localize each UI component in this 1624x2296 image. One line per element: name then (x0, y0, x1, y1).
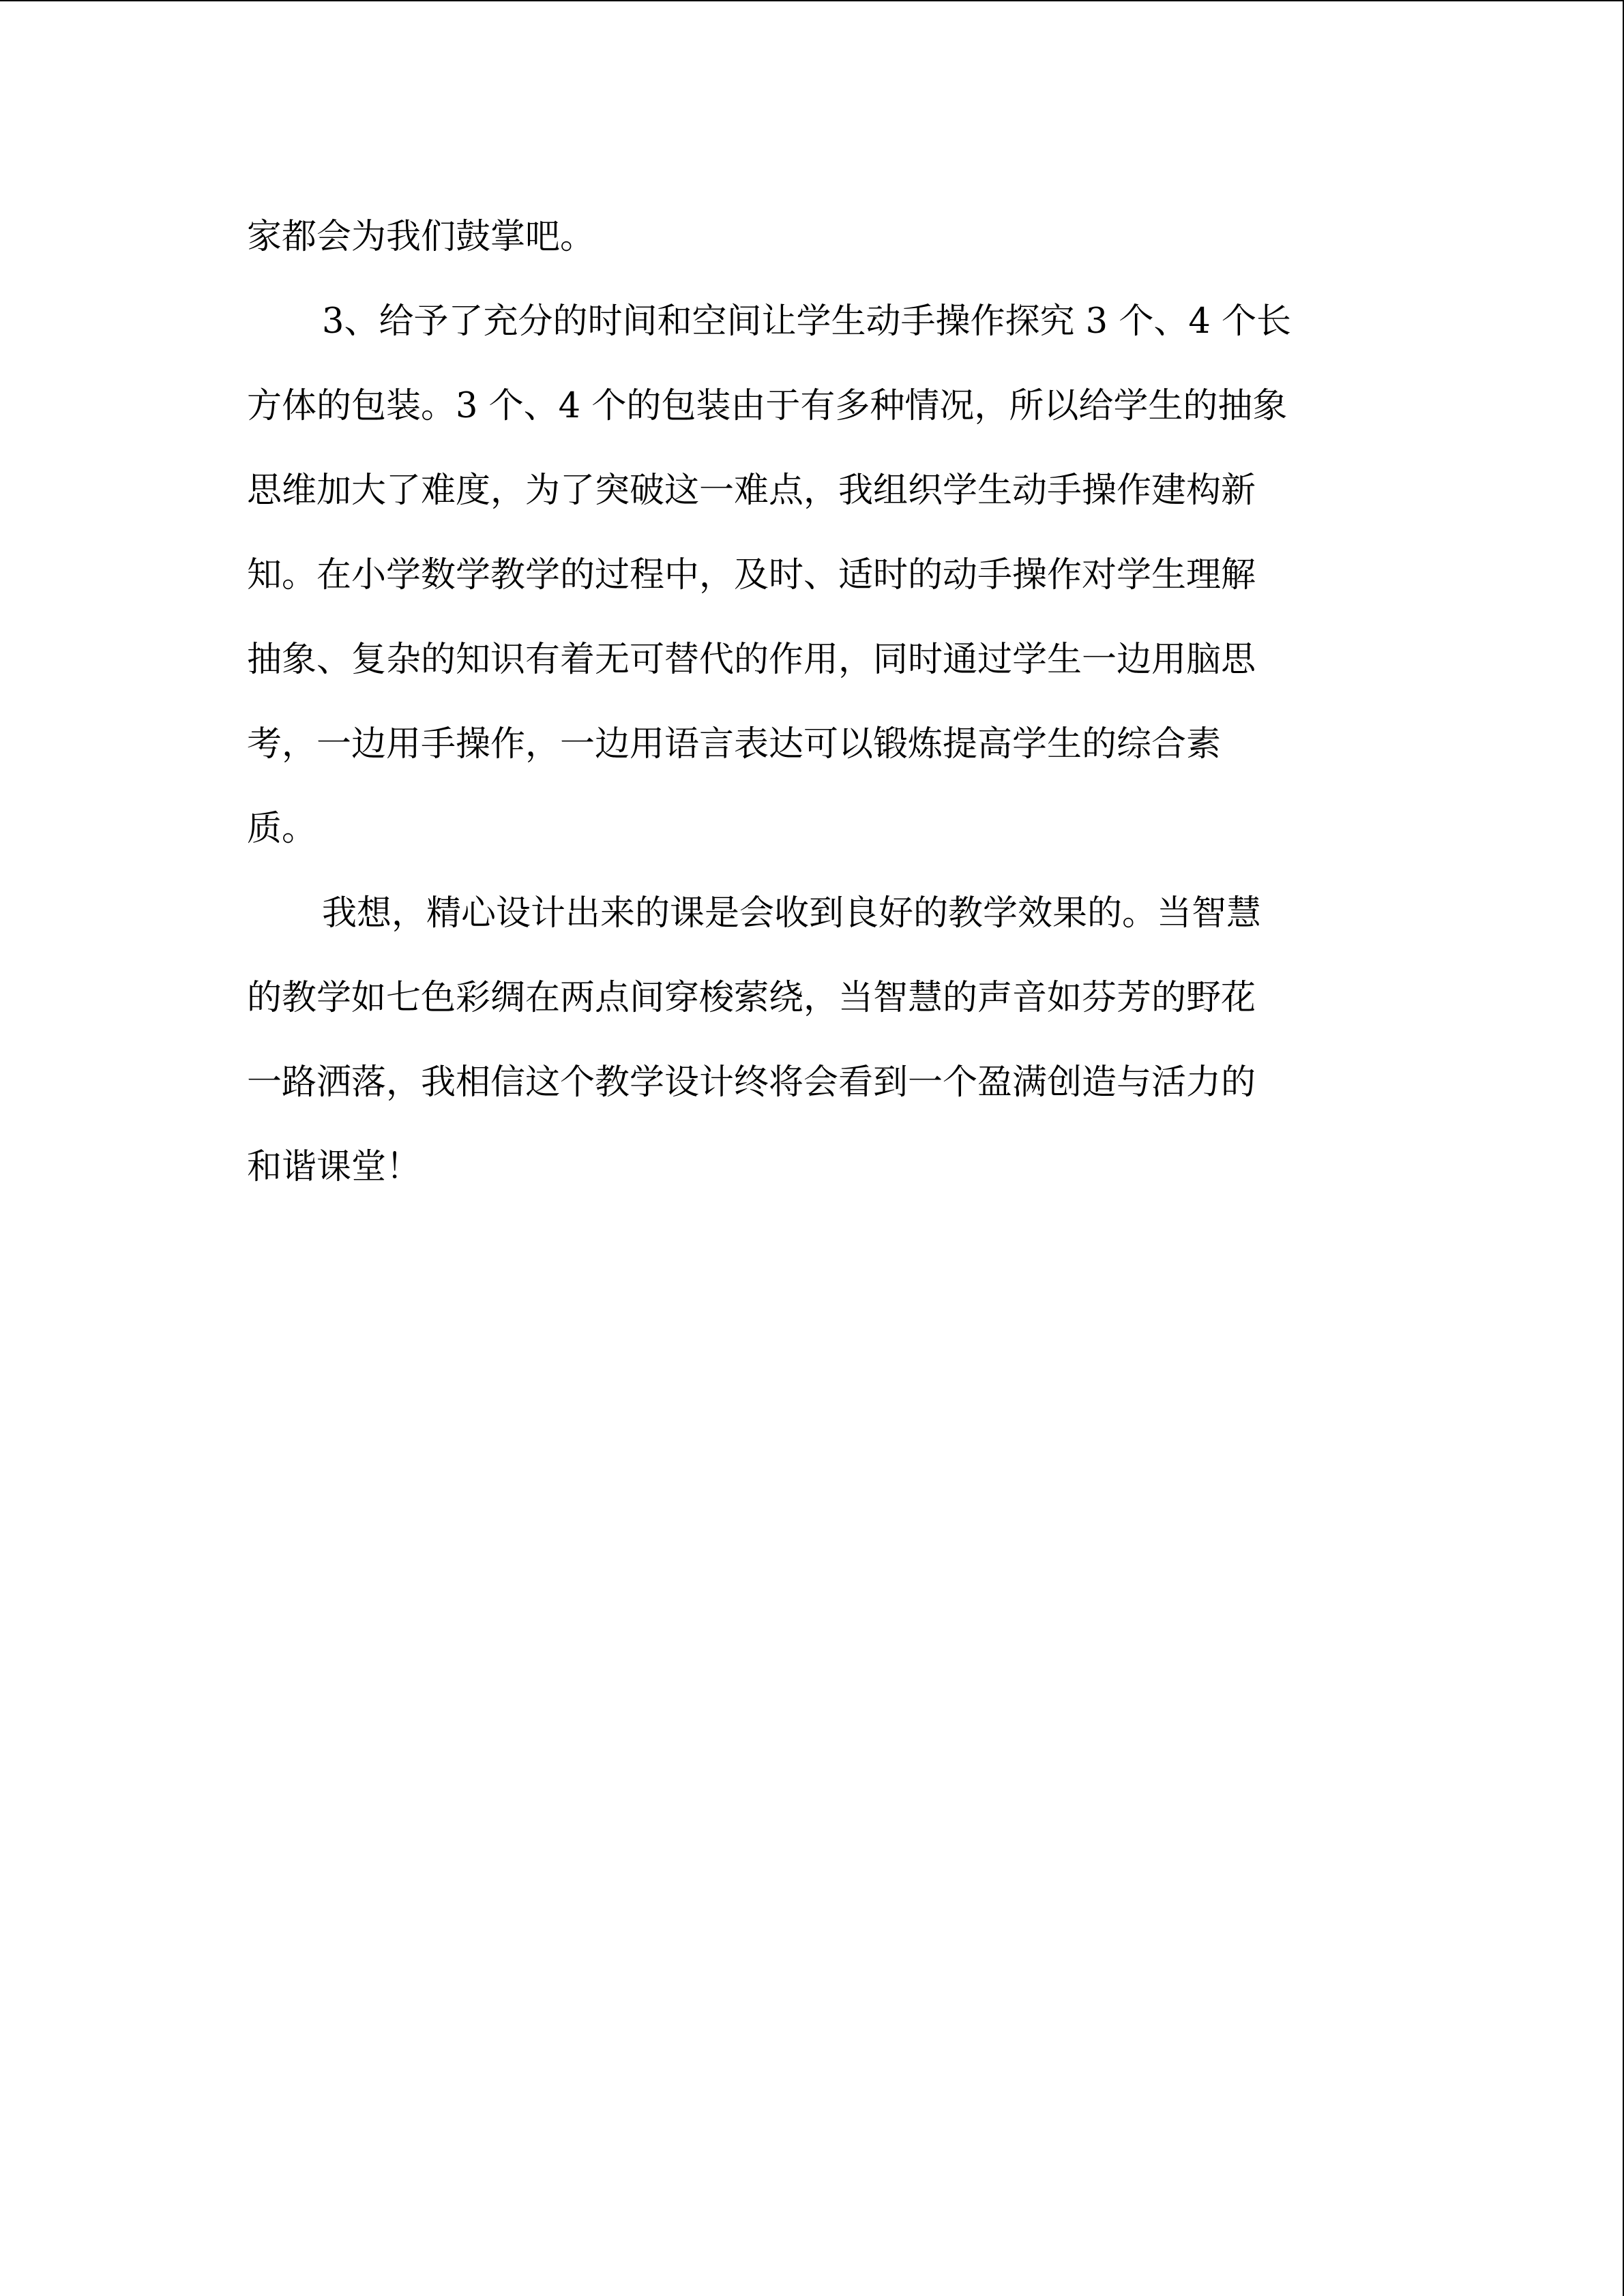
text-line: 家都会为我们鼓掌吧。 (247, 217, 595, 257)
text-line: 方体的包装。3 个、4 个的包装由于有多种情况，所以给学生的抽象 (247, 386, 1288, 426)
text-line: 的教学如七色彩绸在两点间穿梭萦绕，当智慧的声音如芬芳的野花 (247, 978, 1256, 1018)
text-line: 一路洒落，我相信这个教学设计终将会看到一个盈满创造与活力的 (247, 1062, 1256, 1103)
text-line: 知。在小学数学教学的过程中，及时、适时的动手操作对学生理解 (247, 555, 1256, 595)
text-line: 质。 (247, 809, 317, 849)
text-line: 我想，精心设计出来的课是会收到良好的教学效果的。当智慧 (322, 893, 1262, 934)
text-line: 和谐课堂！ (247, 1147, 422, 1187)
text-line: 3、给予了充分的时间和空间让学生动手操作探究 3 个、4 个长 (322, 301, 1291, 342)
text-line: 思维加大了难度，为了突破这一难点，我组织学生动手操作建构新 (247, 471, 1256, 511)
text-line: 考，一边用手操作，一边用语言表达可以锻炼提高学生的综合素 (247, 724, 1222, 764)
text-line: 抽象、复杂的知识有着无可替代的作用，同时通过学生一边用脑思 (247, 640, 1256, 680)
